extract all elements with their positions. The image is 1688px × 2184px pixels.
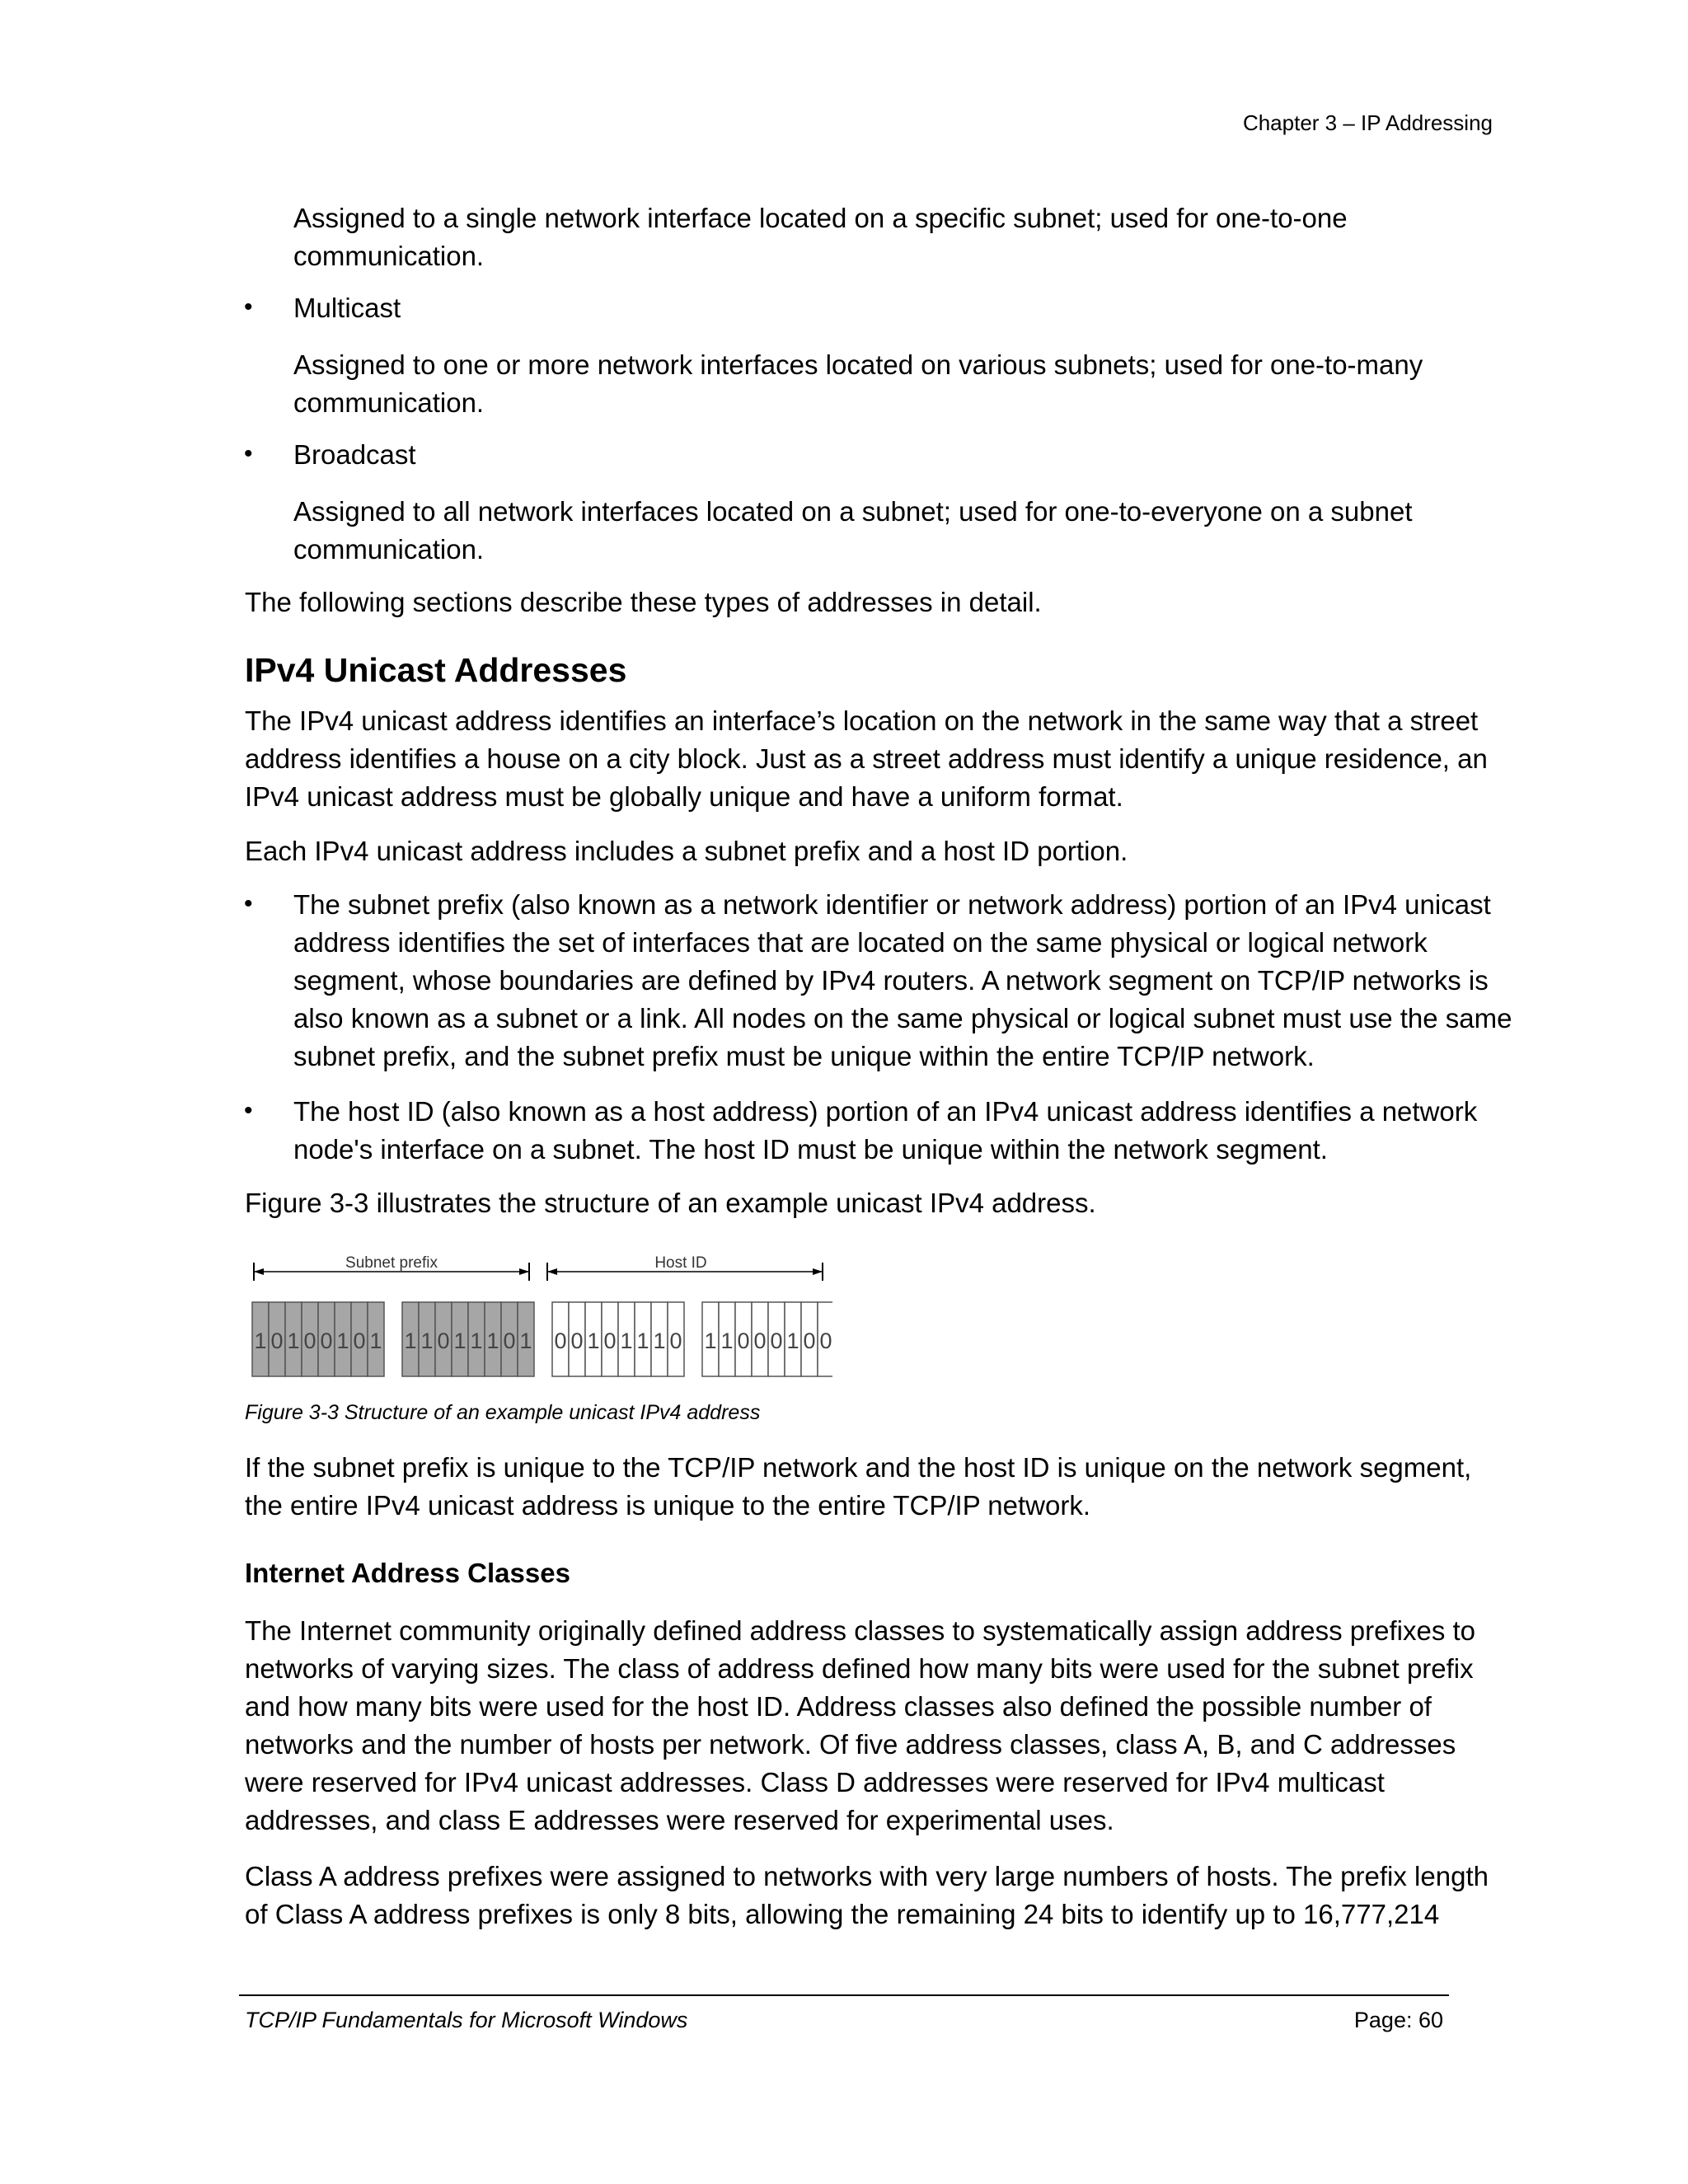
- footer-page-number: Page: 60: [1353, 2008, 1443, 2032]
- bit-value: 0: [503, 1329, 516, 1353]
- bullet-icon: •: [244, 293, 253, 321]
- host-id-label: Host ID: [654, 1254, 707, 1272]
- bit-value: 0: [603, 1329, 617, 1353]
- bit-value: 1: [470, 1329, 483, 1353]
- bit-value: 0: [819, 1329, 832, 1353]
- bit-value: 0: [753, 1329, 767, 1353]
- bit-value: 0: [803, 1329, 816, 1353]
- bit-value: 0: [353, 1329, 366, 1353]
- bit-value: 1: [287, 1329, 300, 1353]
- bit-value: 1: [587, 1329, 600, 1353]
- bit-value: 1: [486, 1329, 499, 1353]
- octet-4: [702, 1302, 832, 1376]
- bit-value: 0: [554, 1329, 567, 1353]
- bullet-icon: •: [244, 890, 253, 917]
- multicast-description: Assigned to one or more network interfaces located on various subnets; used for one-to-many communication.: [293, 349, 1423, 418]
- bit-value: 1: [653, 1329, 666, 1353]
- bit-value: 1: [720, 1329, 734, 1353]
- following-sections-text: The following sections describe these types of addresses in detail.: [245, 587, 1042, 617]
- broadcast-description: Assigned to all network interfaces located on a subnet; used for one-to-everyone on a subnet communication.: [293, 496, 1413, 565]
- bit-value: 1: [404, 1329, 417, 1353]
- ipv4-structure-figure: [247, 1251, 832, 1383]
- footer-divider: [239, 1994, 1449, 1996]
- chapter-header: Chapter 3 – IP Addressing: [1242, 110, 1493, 135]
- figure-intro-text: Figure 3-3 illustrates the structure of an example unicast IPv4 address.: [245, 1188, 1096, 1218]
- section-title: IPv4 Unicast Addresses: [245, 651, 627, 689]
- footer-book-title: TCP/IP Fundamentals for Microsoft Windows: [245, 2008, 688, 2032]
- bit-value: 1: [786, 1329, 799, 1353]
- octet-cells: [252, 1302, 832, 1376]
- bit-value: 0: [303, 1329, 316, 1353]
- octet-3: [552, 1302, 684, 1376]
- address-classes-heading: Internet Address Classes: [245, 1558, 570, 1588]
- octet-1: [252, 1302, 384, 1376]
- figure-caption: Figure 3-3 Structure of an example unicast IPv4 address: [245, 1401, 761, 1424]
- subnet-prefix-label: Subnet prefix: [345, 1254, 438, 1272]
- bit-value: 0: [270, 1329, 284, 1353]
- section-paragraph-2: Each IPv4 unicast address includes a subnet prefix and a host ID portion.: [245, 836, 1128, 866]
- address-classes-paragraph-2: Class A address prefixes were assigned to networks with very large numbers of hosts. The prefix length of Class A address prefixes is only 8 bits, allowing the remaining 24 bits to identify up to 16,777,214: [245, 1861, 1489, 1929]
- bit-value: 0: [320, 1329, 333, 1353]
- bit-value: 0: [669, 1329, 682, 1353]
- section-paragraph-1: The IPv4 unicast address identifies an interface’s location on the network in the same way that a street address identifies a house on a city block. Just as a street address must identify a unique residence, an IPv4 unicast address must be globally unique and have a uniform format.: [245, 705, 1488, 812]
- bit-value: 1: [369, 1329, 382, 1353]
- address-classes-paragraph-1: The Internet community originally defined address classes to systematically assign address prefixes to networks of varying sizes. The class of address defined how many bits were used for the subnet prefix and how many bits were used for the host ID. Address classes also defined the possible number of networks and the number of hosts per network. Of five address classes, class A, B, and C addresses were reserved for IPv4 unicast addresses. Class D addresses were reserved for IPv4 multicast addresses, and class E addresses were reserved for experimental uses.: [245, 1615, 1476, 1835]
- broadcast-label: Broadcast: [293, 439, 416, 470]
- bit-value: 0: [737, 1329, 750, 1353]
- subnet-prefix-bullet: The subnet prefix (also known as a network identifier or network address) portion of an IPv4 unicast address identifies the set of interfaces that are located on the same physical or logical network segment, whose boundaries are defined by IPv4 routers. A network segment on TCP/IP networks is also known as a subnet or a link. All nodes on the same physical or logical subnet must use the same subnet prefix, and the subnet prefix must be unique within the entire TCP/IP network.: [293, 889, 1512, 1071]
- bullet-icon: •: [244, 1097, 253, 1124]
- bit-value: 1: [453, 1329, 467, 1353]
- octet-2: [402, 1302, 534, 1376]
- multicast-label: Multicast: [293, 293, 401, 323]
- bit-value: 1: [636, 1329, 649, 1353]
- bit-value: 1: [336, 1329, 349, 1353]
- host-id-bullet: The host ID (also known as a host address) portion of an IPv4 unicast address identifies a network node's interface on a subnet. The host ID must be unique within the network segment.: [293, 1096, 1478, 1165]
- bullet-icon: •: [244, 440, 253, 467]
- bit-value: 0: [570, 1329, 584, 1353]
- bit-value: 1: [254, 1329, 267, 1353]
- bit-value: 1: [420, 1329, 434, 1353]
- bit-value: 1: [519, 1329, 532, 1353]
- bit-value: 1: [704, 1329, 717, 1353]
- uniqueness-paragraph: If the subnet prefix is unique to the TCP/IP network and the host ID is unique on the network segment, the entire IPv4 unicast address is unique to the entire TCP/IP network.: [245, 1452, 1472, 1521]
- bit-value: 0: [437, 1329, 450, 1353]
- unicast-description: Assigned to a single network interface located on a specific subnet; used for one-to-one communication.: [293, 203, 1348, 271]
- bit-value: 1: [620, 1329, 633, 1353]
- bit-value: 0: [770, 1329, 783, 1353]
